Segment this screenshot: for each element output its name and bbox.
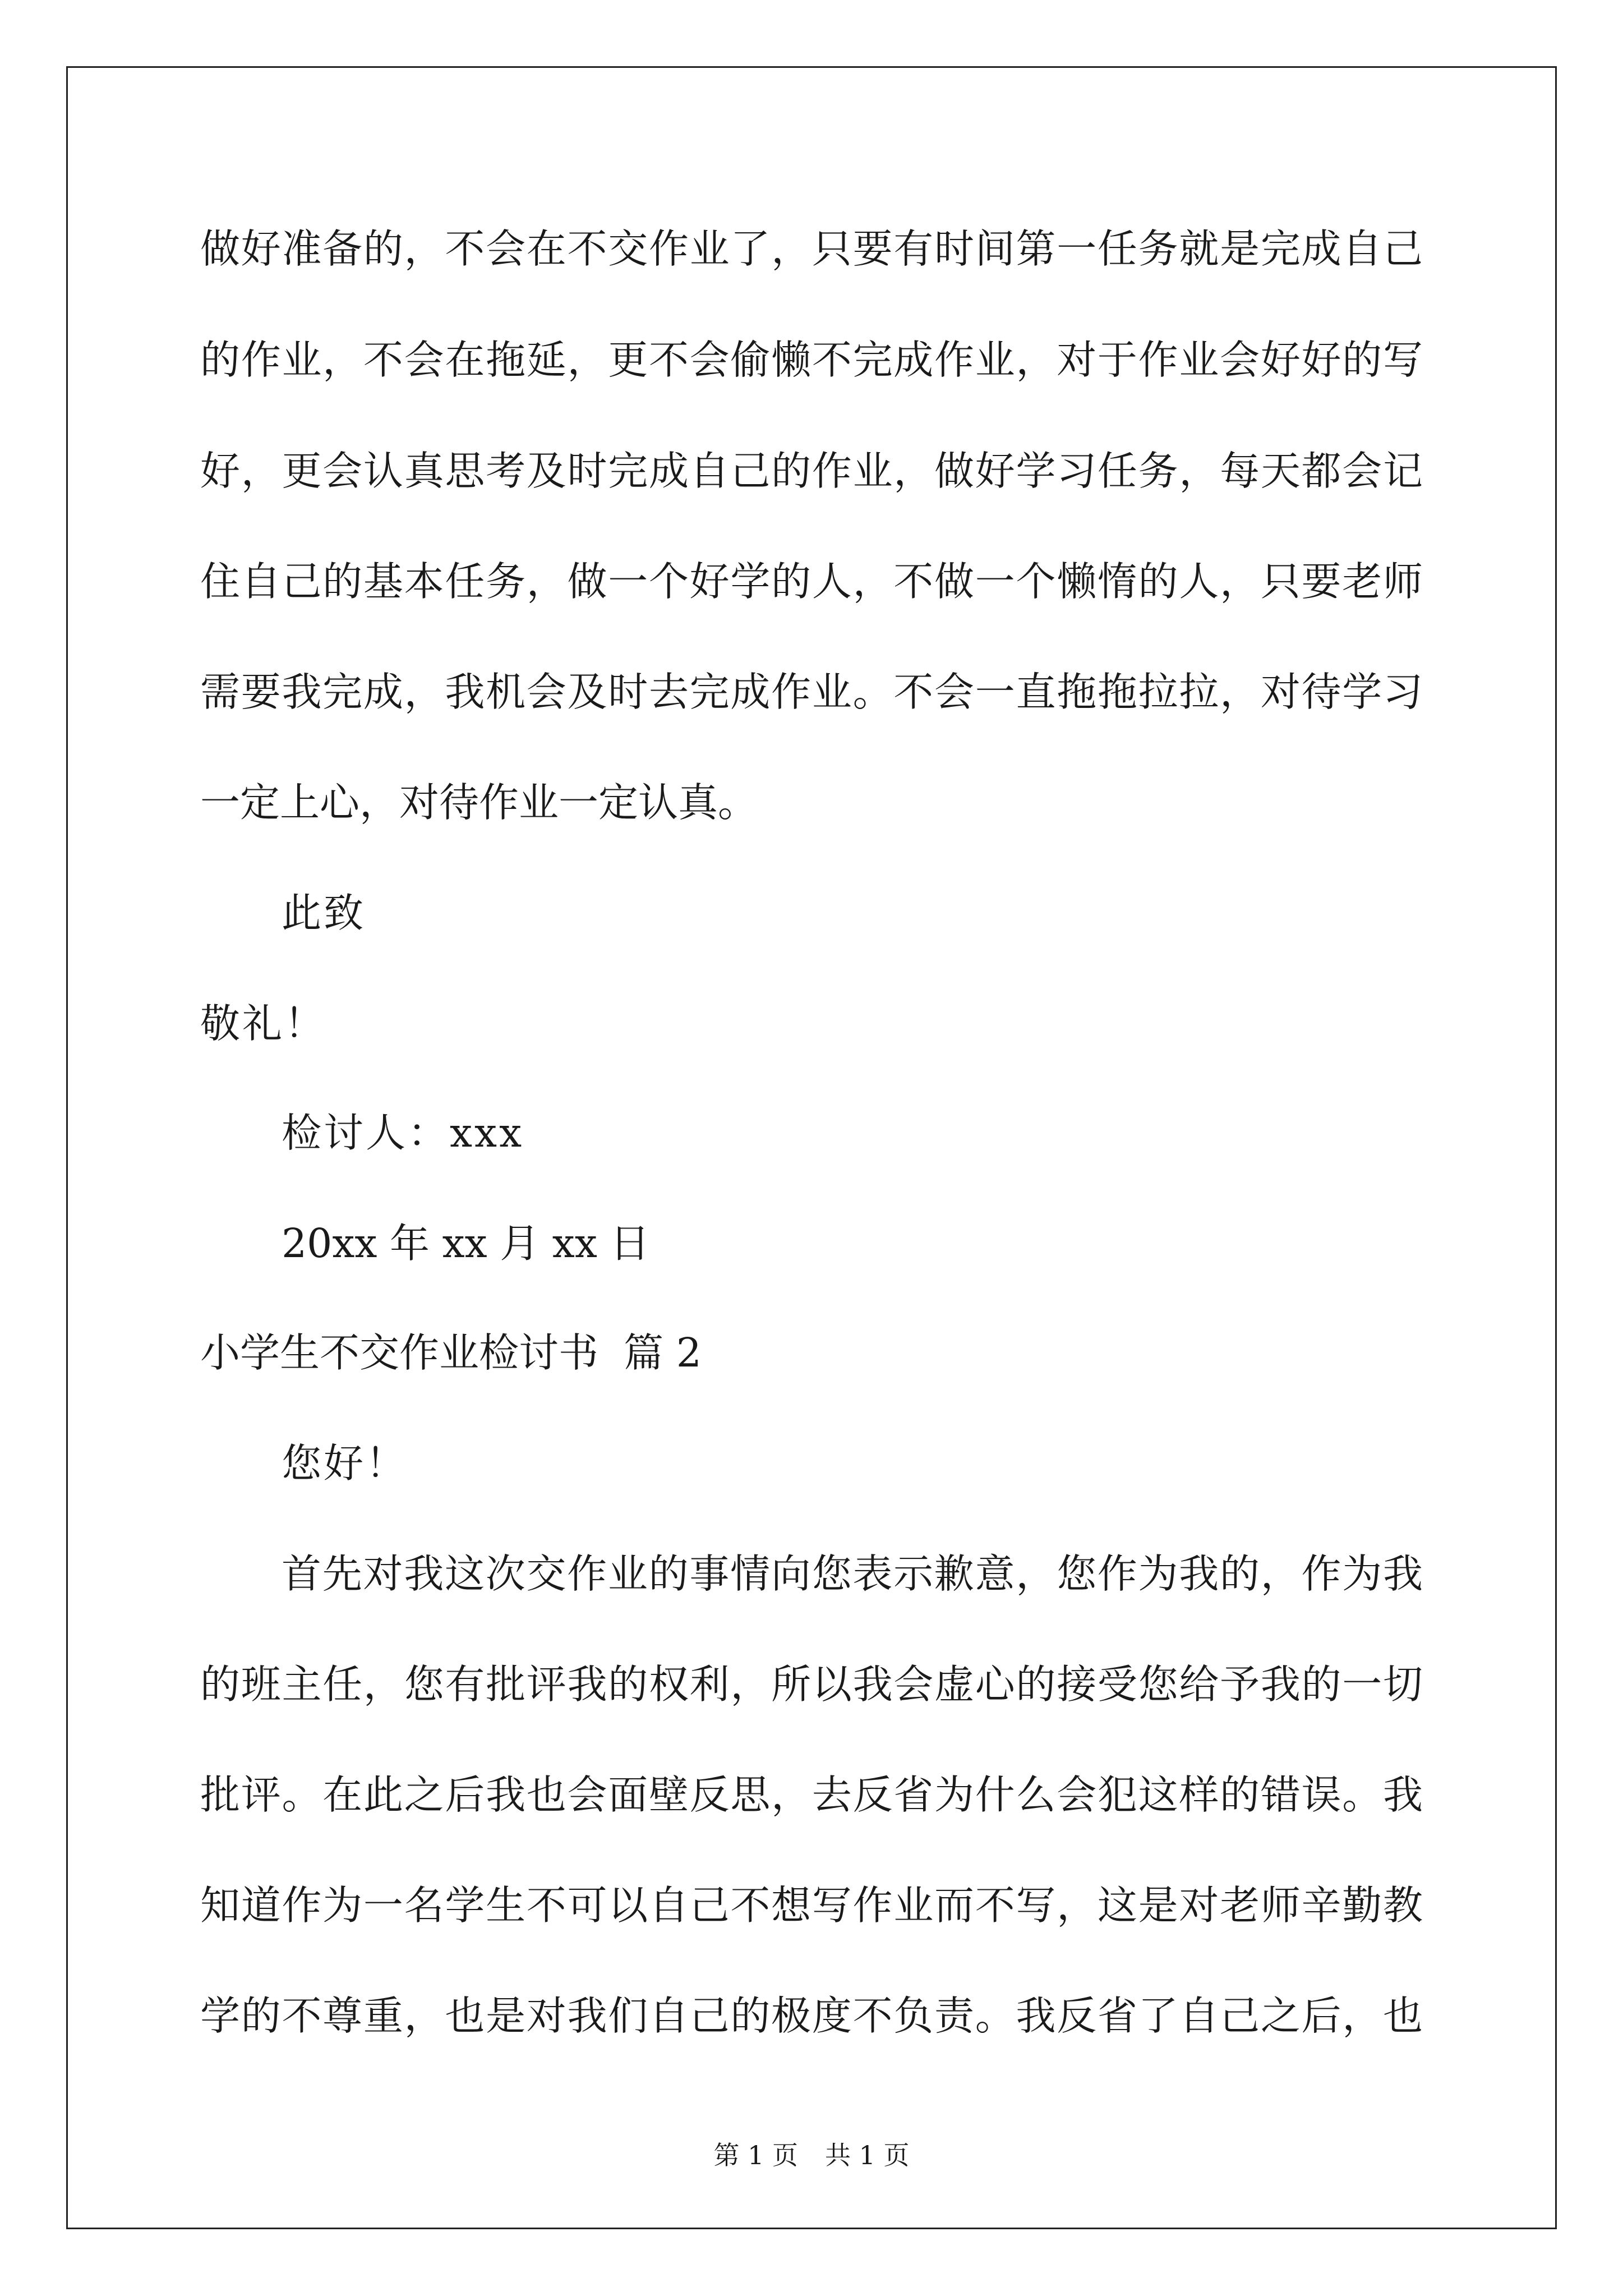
paragraph-line: 学的不尊重，也是对我们自己的极度不负责。我反省了自己之后，也: [200, 1993, 1423, 2039]
signer-text: 检讨人：xxx: [282, 1110, 524, 1156]
paragraph-line: 批评。在此之后我也会面壁反思，去反省为什么会犯这样的错误。我: [200, 1772, 1423, 1818]
section-title: 小学生不交作业检讨书 篇 2: [200, 1329, 702, 1376]
page-total: 共 1 页: [825, 2140, 910, 2170]
closing-text: 此致: [282, 890, 366, 936]
paragraph-line: 住自己的基本任务，做一个好学的人，不做一个懒惰的人，只要老师: [200, 558, 1423, 605]
paragraph-line: 一定上心，对待作业一定认真。: [200, 779, 758, 826]
paragraph-line: 做好准备的，不会在不交作业了，只要有时间第一任务就是完成自己: [200, 226, 1423, 272]
paragraph-line: 的作业，不会在拖延，更不会偷懒不完成作业，对于作业会好好的写: [200, 337, 1423, 383]
paragraph-line: 知道作为一名学生不可以自己不想写作业而不写，这是对老师辛勤教: [200, 1882, 1423, 1929]
paragraph-line: 好，更会认真思考及时完成自己的作业，做好学习任务，每天都会记: [200, 448, 1423, 494]
date-text: 20xx 年 xx 月 xx 日: [282, 1220, 650, 1267]
page-footer: [0, 2135, 1623, 2172]
paragraph-line: 首先对我这次交作业的事情向您表示歉意，您作为我的，作为我: [282, 1550, 1423, 1597]
page-number: 第 1 页: [713, 2140, 798, 2170]
greeting-text: 您好！: [282, 1440, 408, 1487]
paragraph-line: 的班主任，您有批评我的权利，所以我会虚心的接受您给予我的一切: [200, 1661, 1423, 1708]
salute-text: 敬礼！: [200, 1000, 327, 1047]
paragraph-line: 需要我完成，我机会及时去完成作业。不会一直拖拖拉拉，对待学习: [200, 669, 1423, 715]
